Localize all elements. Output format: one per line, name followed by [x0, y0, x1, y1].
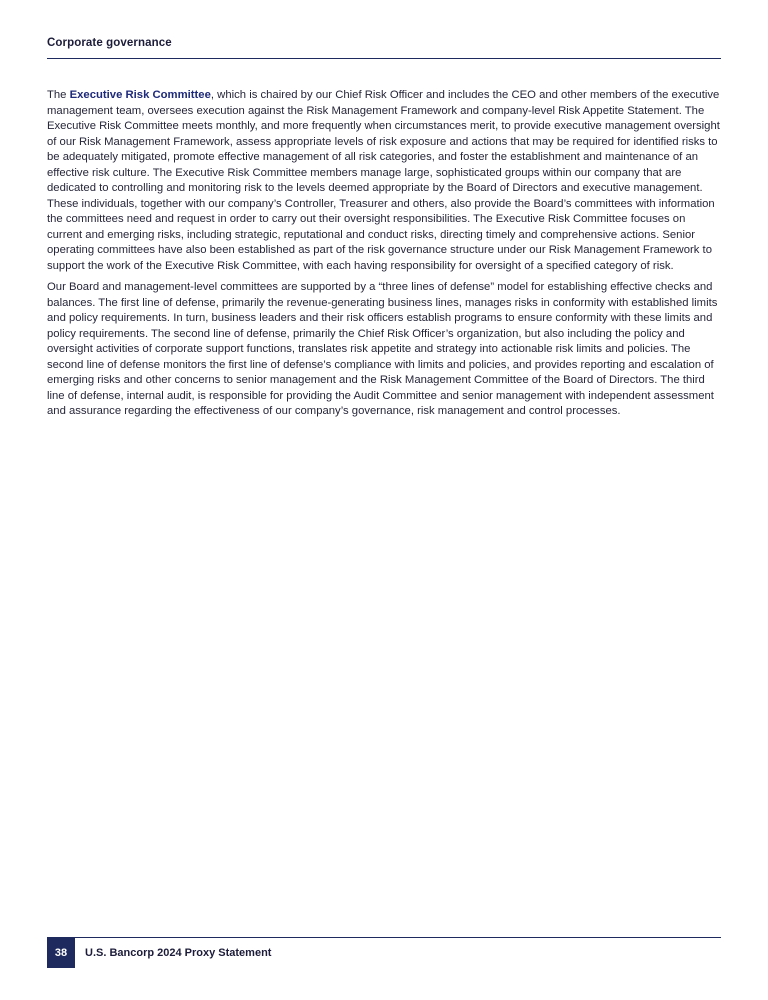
body-content	[47, 88, 723, 426]
section-title: Corporate governance	[47, 37, 172, 49]
page-header	[47, 35, 721, 59]
paragraph-text: , which is chaired by our Chief Risk Officer and includes the CEO and other members of the executive management team, oversees execution against the Risk Management Framework and company-level Risk Appetite Statement. The Executive Risk Committee meets monthly, and more frequently when circumstances merit, to provide executive management oversight of our Risk Management Framework, assess appropriate levels of risk exposure and actions that may be required for identified risks to be adequately mitigated, promote effective management of all risk categories, and foster the establishment and maintenance of an effective risk culture. The Executive Risk Committee members manage large, sophisticated groups within our company that are dedicated to controlling and monitoring risk to the levels deemed appropriate by the Board of Directors and executive management. These individuals, together with our company’s Controller, Treasurer and others, also provide the Board’s committees with information the committees need and request in order to carry out their oversight responsibilities. The Executive Risk Committee focuses on current and emerging risks, including strategic, reputational and conduct risks, directing timely and comprehensive actions. Senior operating committees have also been established as part of the risk governance structure under our Risk Management Framework to support the work of the Executive Risk Committee, with each having responsibility for oversight of a specified category of risk.	[47, 89, 720, 272]
executive-risk-committee-term: Executive Risk Committee	[69, 89, 211, 101]
document-title: U.S. Bancorp 2024 Proxy Statement	[85, 947, 272, 960]
page-number: 38	[47, 938, 75, 968]
paragraph-intro: The	[47, 89, 70, 101]
paragraph-three-lines-of-defense: Our Board and management-level committees are supported by a “three lines of defense” model for establishing effective checks and balances. The first line of defense, primarily the revenue-generating business lines, manages risks in conformity with established limits and policy requirements. In turn, business leaders and their risk officers establish programs to ensure conformity with these limits and policy requirements. The second line of defense, primarily the Chief Risk Officer’s organization, but also including the policy and oversight activities of corporate support functions, translates risk appetite and strategy into actionable risk limits and policies. The second line of defense monitors the first line of defense’s compliance with limits and policies, and provides reporting and escalation of emerging risks and other concerns to senior management and the Risk Management Committee of the Board of Directors. The third line of defense, internal audit, is responsible for providing the Audit Committee and senior management with independent assessment and assurance regarding the effectiveness of our company’s governance, risk management and control processes.	[47, 281, 718, 417]
paragraph-executive-risk-committee	[47, 88, 723, 274]
page-footer	[47, 937, 721, 968]
footer-row	[47, 938, 721, 968]
header-divider	[47, 58, 721, 59]
